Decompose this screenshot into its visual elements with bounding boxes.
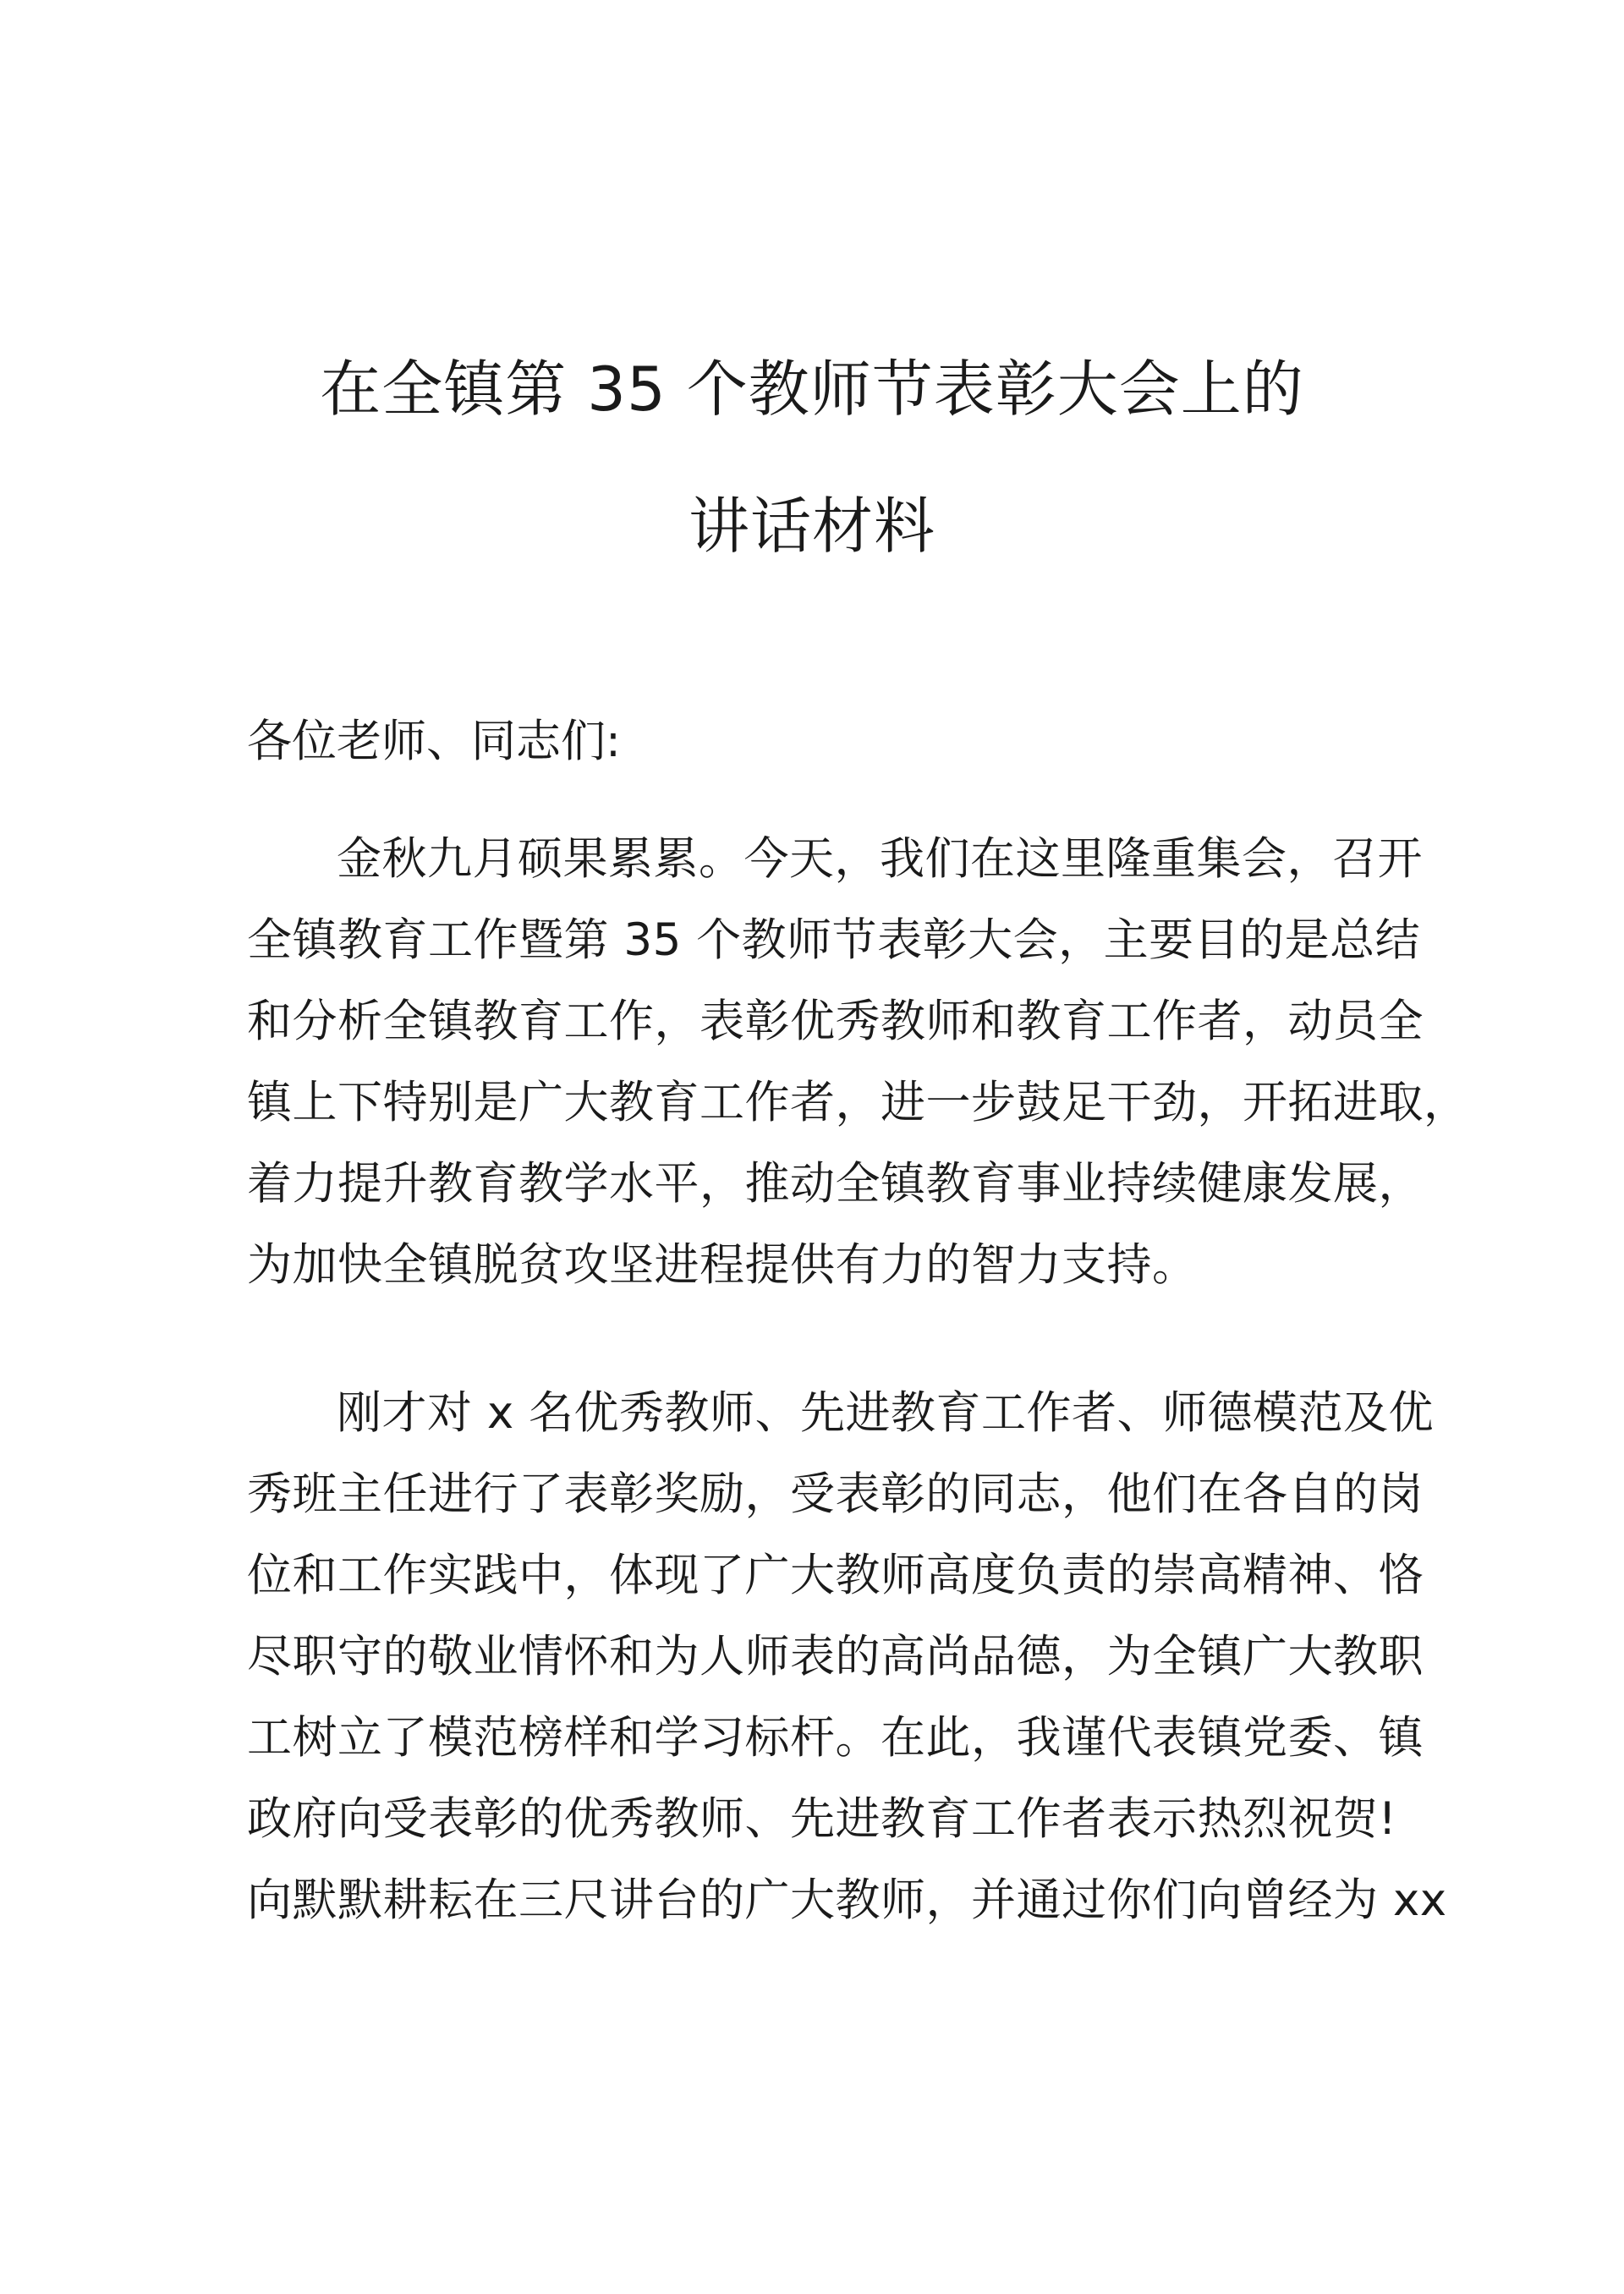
document-title-line-2: 讲话材料 <box>688 491 935 562</box>
paragraph-line: 镇上下特别是广大教育工作者，进一步鼓足干劲，开拓进取， <box>247 1077 1469 1128</box>
paragraph-line: 工树立了模范榜样和学习标杆。在此，我谨代表镇党委、镇 <box>247 1712 1424 1764</box>
document-title-line-1: 在全镇第 35 个教师节表彰大会上的 <box>320 354 1304 425</box>
paragraph-line: 尽职守的敬业情怀和为人师表的高尚品德，为全镇广大教职 <box>247 1631 1424 1682</box>
paragraph-line: 秀班主任进行了表彰奖励，受表彰的同志，他们在各自的岗 <box>247 1468 1424 1520</box>
paragraph-line: 位和工作实践中，体现了广大教师高度负责的崇高精神、恪 <box>247 1550 1424 1601</box>
paragraph-line: 向默默耕耘在三尺讲台的广大教师，并通过你们向曾经为 xx <box>247 1874 1447 1926</box>
paragraph-2 <box>247 1373 1447 1941</box>
paragraph-line: 金秋九月硕果累累。今天，我们在这里隆重集会，召开 <box>337 833 1423 885</box>
salutation: 各位老师、同志们: <box>247 716 621 767</box>
paragraph-line: 全镇教育工作暨第 35 个教师节表彰大会，主要目的是总结 <box>247 914 1421 966</box>
paragraph-line: 着力提升教育教学水平，推动全镇教育事业持续健康发展， <box>247 1158 1424 1210</box>
paragraph-line: 和分析全镇教育工作，表彰优秀教师和教育工作者，动员全 <box>247 996 1424 1047</box>
paragraph-line: 政府向受表彰的优秀教师、先进教育工作者表示热烈祝贺! <box>247 1793 1397 1845</box>
paragraph-1 <box>247 819 1469 1306</box>
paragraph-line: 为加快全镇脱贫攻坚进程提供有力的智力支持。 <box>247 1239 1198 1291</box>
paragraph-line: 刚才对 x 名优秀教师、先进教育工作者、师德模范及优 <box>337 1387 1435 1439</box>
